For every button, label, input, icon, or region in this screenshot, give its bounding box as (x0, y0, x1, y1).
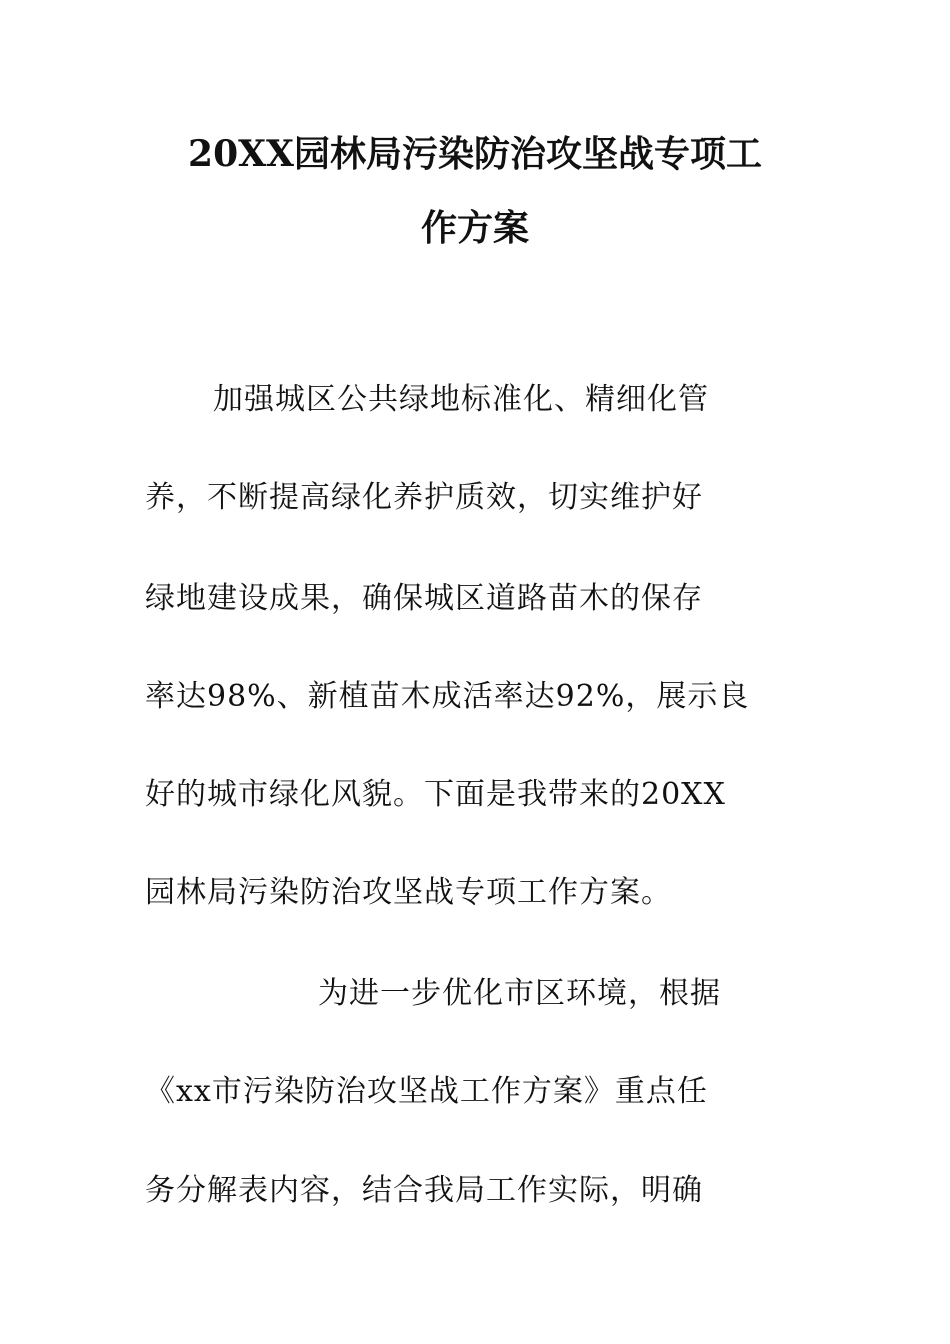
paragraph-2-line-2: 《xx市污染防治攻坚战工作方案》重点任 (145, 1074, 708, 1109)
paragraph-1-line-4: 率达98%、新植苗木成活率达92%，展示良 (145, 679, 750, 714)
document-title-line-2: 作方案 (420, 207, 529, 249)
document-title-line-1: 20XX园林局污染防治攻坚战专项工 (188, 133, 762, 175)
paragraph-2-line-1: 为进一步优化市区环境，根据 (318, 976, 721, 1011)
paragraph-2-line-3: 务分解表内容，结合我局工作实际，明确 (145, 1173, 703, 1208)
paragraph-1-line-2: 养，不断提高绿化养护质效，切实维护好 (145, 480, 703, 515)
paragraph-1-line-6: 园林局污染防治攻坚战专项工作方案。 (145, 875, 672, 910)
paragraph-1-line-3: 绿地建设成果，确保城区道路苗木的保存 (145, 581, 703, 616)
paragraph-1-line-1: 加强城区公共绿地标准化、精细化管 (213, 382, 709, 417)
paragraph-1-line-5: 好的城市绿化风貌。下面是我带来的20XX (145, 777, 726, 812)
